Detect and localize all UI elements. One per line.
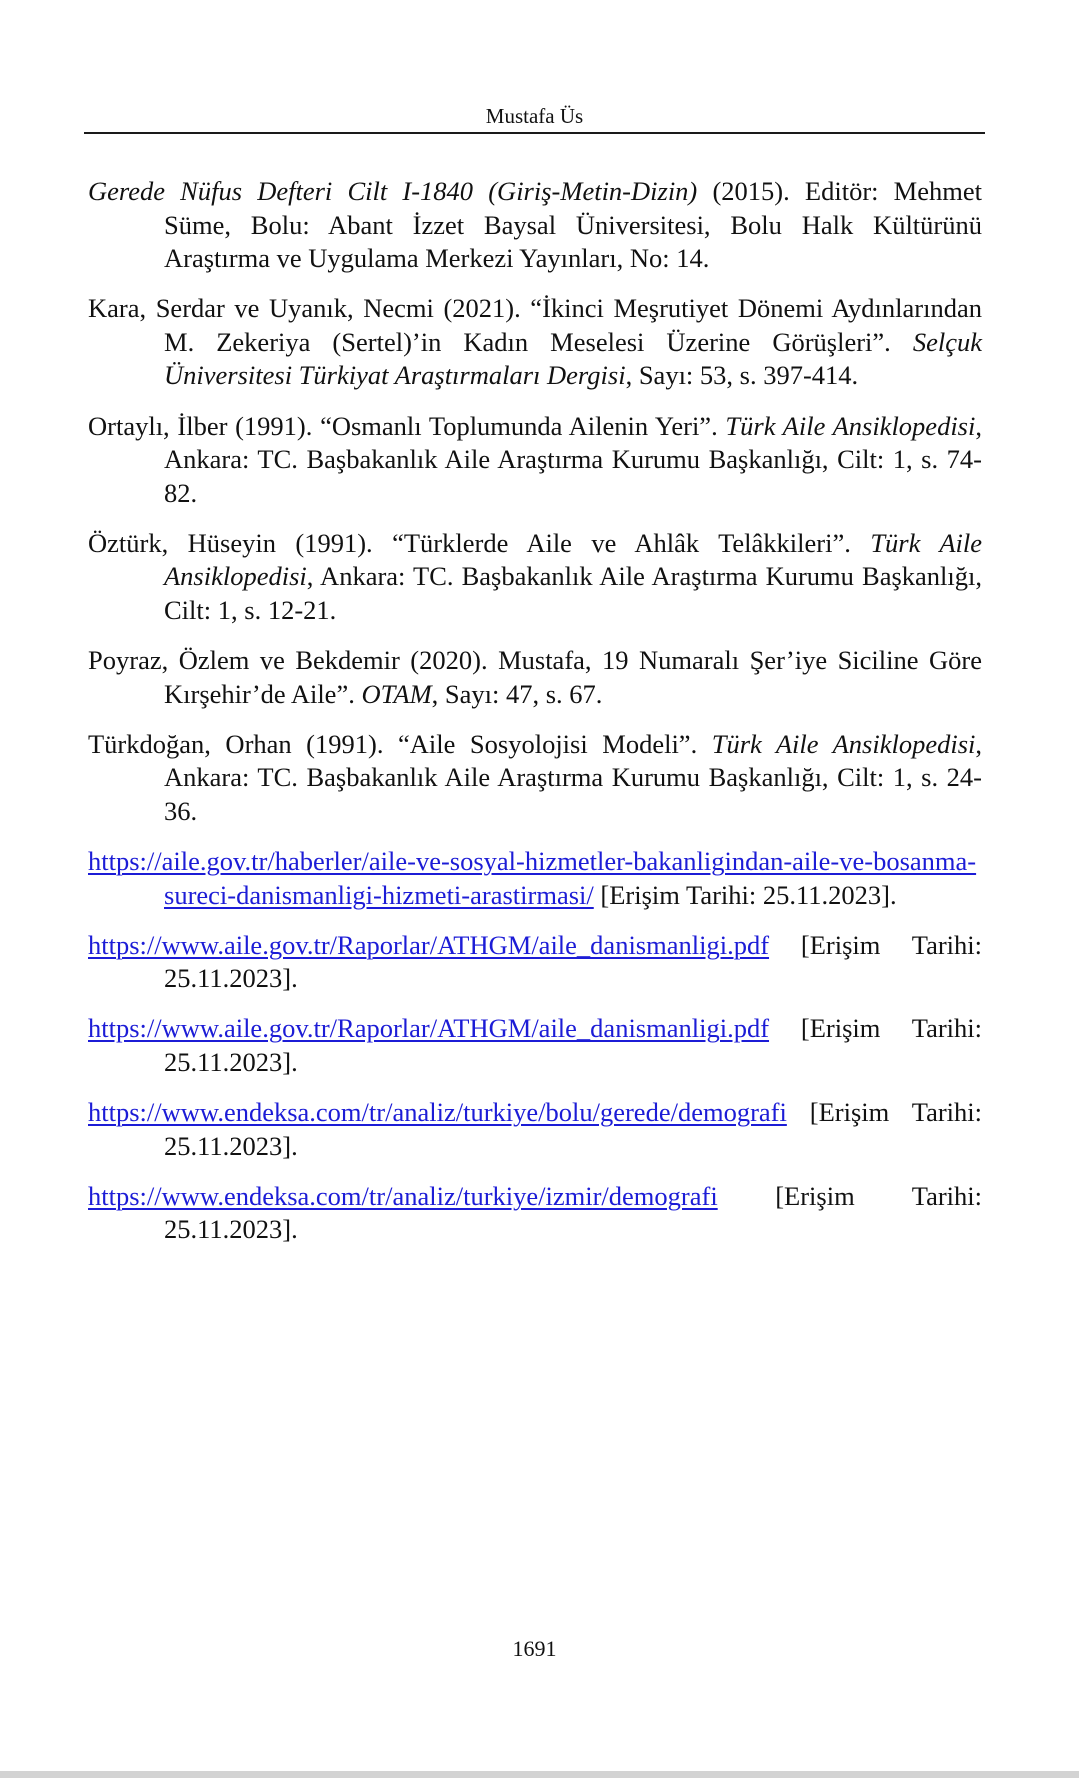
reference-text: , Ankara: TC. Başbakanlık Aile Araştırma Kurumu Başkanlığı, Cilt: 1, s. 74-82. (164, 410, 982, 508)
reference-entry (88, 845, 982, 912)
reference-italic-title: Türk Aile Ansiklopedisi (711, 728, 976, 759)
reference-italic-title: OTAM (361, 678, 432, 709)
reference-text: [Erişim Tarihi: 25.11.2023]. (164, 1097, 982, 1161)
reference-text: , Ankara: TC. Başbakanlık Aile Araştırma Kurumu Başkanlığı, Cilt: 1, s. 12-21. (164, 561, 982, 626)
reference-text: , Ankara: TC. Başbakanlık Aile Araştırma Kurumu Başkanlığı, Cilt: 1, s. 24-36. (164, 728, 982, 826)
reference-entry (88, 292, 982, 393)
reference-url-link[interactable]: https://aile.gov.tr/haberler/aile-ve-sosyal-hizmetler-bakanligindan-aile-ve-bosanma-sureci-danismanligi-hizmeti-arastirmasi/ (88, 846, 977, 910)
reference-entry (88, 1012, 982, 1079)
reference-url-link[interactable]: https://www.aile.gov.tr/Raporlar/ATHGM/aile_danismanligi.pdf (88, 1013, 770, 1044)
reference-text: , Sayı: 47, s. 67. (431, 678, 603, 709)
reference-italic-title: Türk Aile Ansiklopedisi (164, 527, 983, 592)
reference-text: Türkdoğan, Orhan (1991). “Aile Sosyolojisi Modeli”. (88, 728, 712, 759)
reference-entry (88, 929, 982, 996)
reference-text: , Sayı: 53, s. 397-414. (625, 360, 859, 391)
page-number: 1691 (512, 1636, 557, 1661)
reference-entry (88, 1180, 982, 1247)
reference-text: Kara, Serdar ve Uyanık, Necmi (2021). “İkinci Meşrutiyet Dönemi Aydınlarından M. Zekeriya (Sertel)’in Kadın Meselesi Üzerine Görüşleri”. (88, 293, 982, 357)
reference-url-link[interactable]: https://www.endeksa.com/tr/analiz/turkiye/bolu/gerede/demografi (88, 1097, 787, 1128)
reference-italic-title: Türk Aile Ansiklopedisi (725, 410, 976, 441)
reference-italic-title: Selçuk Üniversitesi Türkiyat Araştırmaları Dergisi (164, 326, 982, 391)
reference-text: Ortaylı, İlber (1991). “Osmanlı Toplumunda Ailenin Yeri”. (88, 410, 726, 441)
reference-entry (88, 644, 982, 711)
reference-url-link[interactable]: https://www.aile.gov.tr/Raporlar/ATHGM/aile_danismanligi.pdf (88, 929, 770, 960)
reference-entry (88, 175, 982, 276)
reference-text: Poyraz, Özlem ve Bekdemir (2020). Mustafa, 19 Numaralı Şer’iye Siciline Göre Kırşehir’de Aile”. (88, 645, 982, 709)
reference-text: [Erişim Tarihi: 25.11.2023]. (593, 879, 897, 910)
running-header-author: Mustafa Üs (485, 104, 584, 128)
viewer-bottom-edge (0, 1771, 1079, 1778)
reference-text: [Erişim Tarihi: 25.11.2023]. (164, 1013, 982, 1078)
reference-entry (88, 527, 982, 628)
reference-italic-title: Gerede Nüfus Defteri Cilt I-1840 (Giriş-Metin-Dizin) (88, 176, 698, 206)
reference-list (88, 175, 982, 1264)
reference-entry (88, 728, 982, 829)
reference-url-link[interactable]: https://www.endeksa.com/tr/analiz/turkiye/izmir/demografi (88, 1180, 718, 1211)
reference-text: [Erişim Tarihi: 25.11.2023]. (164, 929, 982, 994)
header-rule (84, 132, 985, 134)
reference-entry (88, 1096, 982, 1163)
reference-entry (88, 410, 982, 511)
reference-text: [Erişim Tarihi: 25.11.2023]. (164, 1180, 982, 1245)
reference-text: (2015). Editör: Mehmet Süme, Bolu: Abant İzzet Baysal Üniversitesi, Bolu Halk Kültürünü Araştırma ve Uygulama Merkezi Yayınları, No: 14. (164, 176, 982, 274)
reference-text: Öztürk, Hüseyin (1991). “Türklerde Aile ve Ahlâk Telâkkileri”. (88, 527, 871, 558)
